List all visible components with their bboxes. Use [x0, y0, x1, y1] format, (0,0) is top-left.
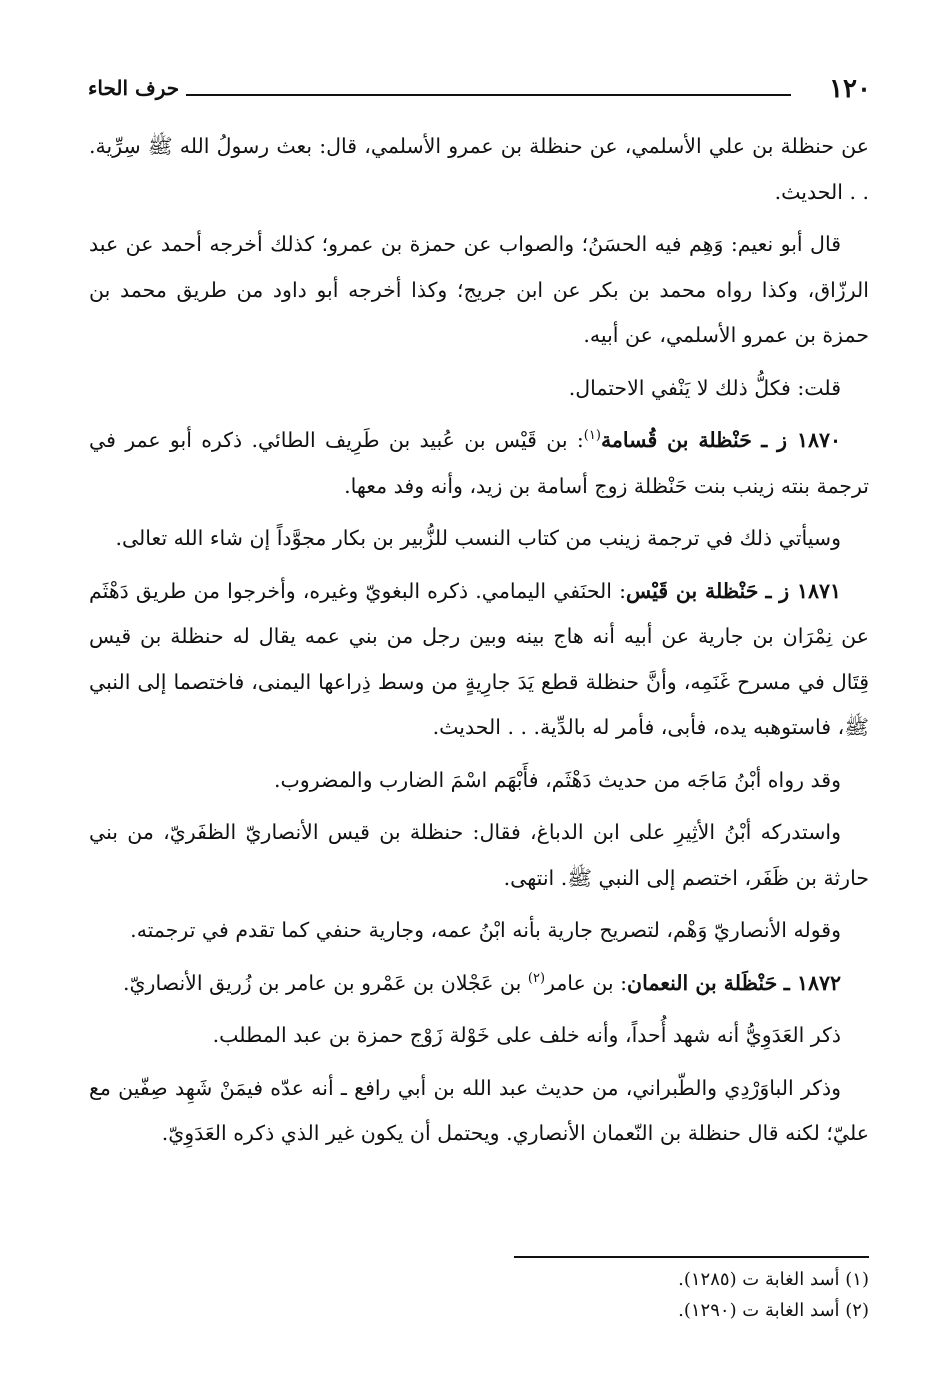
paragraph: عن حنظلة بن علي الأسلمي، عن حنظلة بن عمرو الأسلمي، قال: بعث رسولُ الله ﷺ سِرِّية. . . الحديث.: [89, 134, 869, 204]
header-rule: [186, 94, 791, 96]
footnote: (٢) أسد الغابة ت (١٢٩٠).: [678, 1300, 869, 1321]
entry-text: : الحنَفي اليمامي. ذكره البغويّ وغيره، وأخرجوا من طريق دَهْثَم عن نِمْرَان بن جارية عن أبيه أنه هاج بينه وبين رجل من بني عمه يقال له حنظلة بن قيس قِتَال في مسرح غَنَمِه، وأنَّ حنظلة قطع يَدَ جارِيةٍ من وسط ذِراعها اليمنى، فاختصما إلى النبي ﷺ، فاستوهبه يده، فأبى، فأمر له بالدِّية. . . الحديث.: [89, 578, 869, 739]
paragraph: واستدركه أبْنُ الأثِيرِ على ابن الدباغ، فقال: حنظلة بن قيس الأنصاريّ الظفَريّ، من بني حارثة بن ظَفَر، اختصم إلى النبي ﷺ. انتهى.: [89, 820, 869, 890]
paragraph: ذكر العَدَوِيُّ أنه شهد أُحداً، وأنه خلف على خَوْلة زَوْج حمزة بن عبد المطلب.: [212, 1023, 841, 1047]
footnote-mark: (١): [583, 428, 601, 444]
entry-1871: [89, 569, 869, 751]
footnote-mark: (٢): [527, 970, 546, 986]
entry-text: : بن قَيْس بن عُبيد بن طَرِيف الطائي. ذكره أبو عمر في ترجمة بنته زينب بنت حَنْظلة زوج أسامة بن زيد، وأنه وفد معها.: [89, 428, 869, 498]
entry-1870: [89, 418, 869, 509]
entry-number: ١٨٧١ ز ـ: [765, 578, 841, 603]
entry-name: حَنْظلة بن قُسامة: [600, 428, 752, 452]
entry-number: ١٨٧٢ ـ: [783, 970, 841, 995]
paragraph: وذكر الباوَرْدِي والطّبراني، من حديث عبد الله بن أبي رافع ـ أنه عدّه فيمَنْ شَهِد صِفّين مع عليّ؛ لكنه قال حنظلة بن النّعمان الأنصاري. ويحتمل أن يكون غير الذي ذكره العَدَوِيّ.: [89, 1075, 869, 1145]
entry-name: حَنْظلة بن قَيْس: [626, 578, 759, 603]
main-text: [89, 124, 869, 1164]
footnote: (١) أسد الغابة ت (١٢٨٥).: [678, 1269, 869, 1290]
page-header: [88, 72, 871, 112]
page-number: ١٢٠: [829, 74, 871, 104]
footnote-rule: [514, 1256, 869, 1258]
footnotes: [89, 1264, 869, 1326]
running-title: حرف الحاء: [88, 76, 180, 100]
entry-text: : بن عامر: [545, 970, 628, 995]
entry-text: بن عَجْلان بن عَمْرو بن عامر بن زُريق الأنصاريّ.: [122, 970, 528, 995]
paragraph: قال أبو نعيم: وَهِم فيه الحسَنُ؛ والصواب عن حمزة بن عمرو؛ كذلك أخرجه أحمد عن عبد الرزّاق، وكذا رواه محمد بن بكر عن ابن جريج؛ وكذا أخرجه أبو داود من طريق محمد بن حمزة بن عمرو الأسلمي، عن أبيه.: [89, 232, 869, 347]
entry-1872: [89, 961, 869, 1007]
entry-name: حَنْظَلة بن النعمان: [627, 970, 778, 995]
entry-number: ١٨٧٠ ز ـ: [761, 428, 841, 452]
paragraph: وقد رواه أبْنُ مَاجَه من حديث دَهْثَم، فأَبْهَم اسْمَ الضارب والمضروب.: [273, 767, 841, 792]
paragraph: وسيأتي ذلك في ترجمة زينب من كتاب النسب للزُّبير بن بكار مجوَّداً إن شاء الله تعالى.: [115, 526, 841, 550]
paragraph: قلت: فكلُّ ذلك لا يَنْفي الاحتمال.: [568, 375, 841, 400]
paragraph: وقوله الأنصاريّ وَهْم، لتصريح جارية بأنه ابْنُ عمه، وجارية حنفي كما تقدم في ترجمته.: [130, 918, 841, 942]
